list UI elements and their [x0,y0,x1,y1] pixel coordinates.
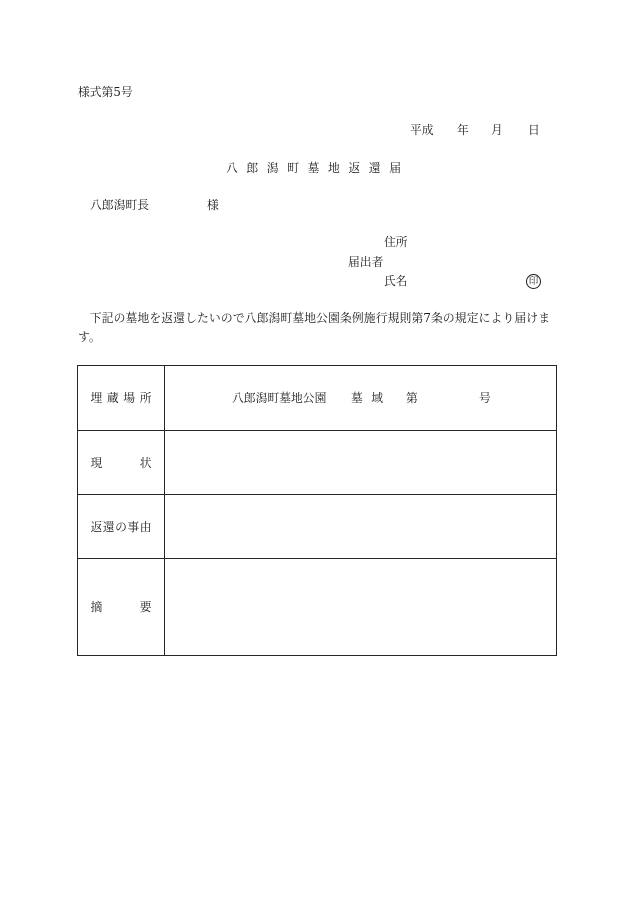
cemetery-name: 八郎潟町墓地公園 [232,391,327,405]
applicant-name-label: 氏名 [384,274,408,288]
row-value-cell [165,431,556,494]
row-label-cell [78,366,165,430]
row-label: 現状 [90,455,152,470]
applicant-address-label: 住所 [384,235,408,249]
applicant-group-label: 届出者 [348,255,384,269]
row-label-cell [78,559,165,655]
row-label: 埋蔵場所 [90,391,152,405]
addressee-name: 八郎潟町長 [90,198,149,212]
date-era: 平成 [410,123,434,137]
addressee-honorific: 様 [207,198,219,212]
notice-text: 下記の墓地を返還したいので八郎潟町墓地公園条例施行規則第7条の規定により届けます。 [78,311,550,344]
table-row [78,559,556,655]
seal-mark: 印 [526,274,541,289]
date-day-label: 日 [528,123,540,137]
date-year-label: 年 [457,123,469,137]
table-row [78,366,556,431]
plot-number-suffix: 号 [479,391,491,405]
row-value-cell [165,366,556,430]
row-value-cell [165,559,556,655]
row-label-cell [78,431,165,494]
table-row [78,431,556,495]
row-label-cell [78,495,165,558]
row-label: 返還の事由 [90,519,152,534]
row-label: 摘要 [90,600,152,614]
table-row [78,495,556,559]
date-month-label: 月 [491,123,503,137]
document-title: 八郎潟町墓地返還届 [226,161,401,175]
form-number: 様式第5号 [78,85,133,99]
plot-number-prefix: 第 [406,391,418,405]
section-label: 墓域 [351,391,383,405]
row-value-cell [165,495,556,558]
return-details-table [77,365,557,656]
